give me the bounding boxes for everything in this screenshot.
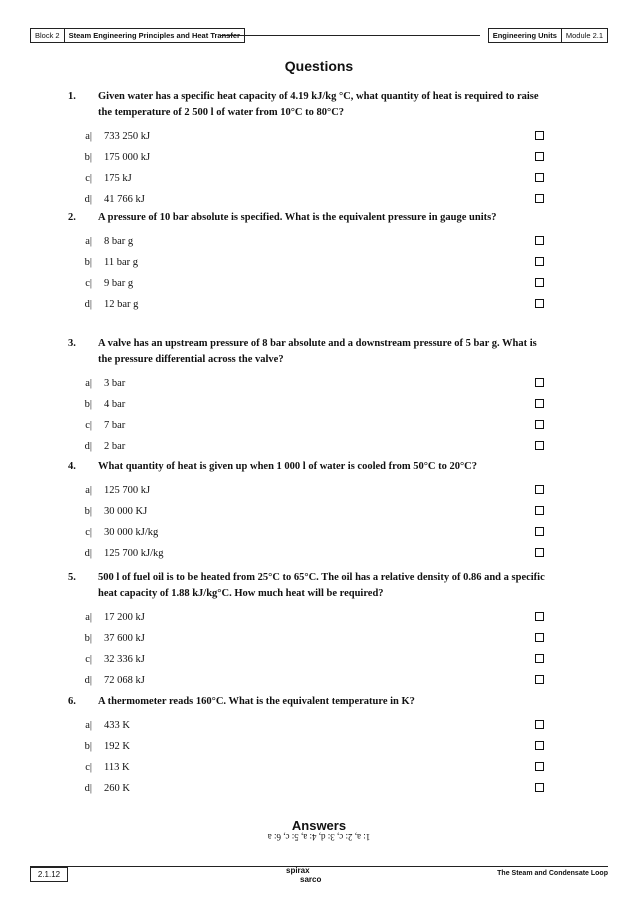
question-number: 4. (68, 461, 76, 472)
question-number: 5. (68, 572, 76, 583)
question-text: What quantity of heat is given up when 1 000 l of water is cooled from 50°C to 20°C? (98, 461, 478, 472)
topic-label: Engineering Units (492, 31, 557, 40)
block-label: Block 2 (35, 31, 60, 40)
question-2 (68, 210, 548, 315)
option-b[interactable]: b| 37 600 kJ (68, 628, 548, 649)
question-6 (68, 694, 548, 799)
option-d[interactable]: d| 260 K (68, 778, 548, 799)
checkbox-icon[interactable] (535, 278, 544, 287)
checkbox-icon[interactable] (535, 506, 544, 515)
option-c[interactable]: c| 7 bar (68, 415, 548, 436)
checkbox-icon[interactable] (535, 173, 544, 182)
option-c[interactable]: c| 9 bar g (68, 273, 548, 294)
question-number: 1. (68, 91, 76, 102)
checkbox-icon[interactable] (535, 378, 544, 387)
header-left-box (30, 28, 245, 43)
option-a[interactable]: a| 3 bar (68, 373, 548, 394)
option-c[interactable]: c| 30 000 kJ/kg (68, 522, 548, 543)
option-a[interactable]: a| 733 250 kJ (68, 126, 548, 147)
module-label: Module 2.1 (561, 29, 607, 42)
question-3 (68, 336, 548, 457)
page-title: Questions (284, 58, 354, 74)
checkbox-icon[interactable] (535, 441, 544, 450)
header-right-box (488, 28, 608, 43)
option-b[interactable]: b| 192 K (68, 736, 548, 757)
checkbox-icon[interactable] (535, 399, 544, 408)
question-text: Given water has a specific heat capacity of 4.19 kJ/kg °C, what quantity of heat is required to raise the temperature of 2 500 l of water from 10°C to 80°C? (98, 91, 539, 118)
footer-title: The Steam and Condensate Loop (497, 870, 608, 877)
question-1 (68, 89, 548, 210)
page-header (30, 28, 608, 42)
answers-key-inverted: 1: a, 2: c, 3: d, 4: a, 5: c, 6: a (267, 832, 371, 842)
checkbox-icon[interactable] (535, 131, 544, 140)
question-text: A thermometer reads 160°C. What is the equivalent temperature in K? (98, 696, 415, 707)
checkbox-icon[interactable] (535, 485, 544, 494)
checkbox-icon[interactable] (535, 720, 544, 729)
checkbox-icon[interactable] (535, 257, 544, 266)
option-a[interactable]: a| 8 bar g (68, 231, 548, 252)
question-5 (68, 570, 548, 691)
option-c[interactable]: c| 32 336 kJ (68, 649, 548, 670)
option-d[interactable]: d| 2 bar (68, 436, 548, 457)
option-c[interactable]: c| 113 K (68, 757, 548, 778)
checkbox-icon[interactable] (535, 675, 544, 684)
question-text: 500 l of fuel oil is to be heated from 25°C to 65°C. The oil has a relative density of 0.86 and a specific heat capacity of 1.88 kJ/kg°C. How much heat will be required? (98, 572, 545, 599)
header-rule (220, 35, 480, 36)
option-a[interactable]: a| 125 700 kJ (68, 480, 548, 501)
option-a[interactable]: a| 433 K (68, 715, 548, 736)
checkbox-icon[interactable] (535, 236, 544, 245)
option-b[interactable]: b| 30 000 KJ (68, 501, 548, 522)
option-c[interactable]: c| 175 kJ (68, 168, 548, 189)
checkbox-icon[interactable] (535, 194, 544, 203)
checkbox-icon[interactable] (535, 420, 544, 429)
question-text: A pressure of 10 bar absolute is specified. What is the equivalent pressure in gauge units? (98, 212, 497, 223)
question-number: 2. (68, 212, 76, 223)
answers-title: Answers (291, 818, 347, 833)
option-b[interactable]: b| 175 000 kJ (68, 147, 548, 168)
section-label: Steam Engineering Principles and Heat Transfer (64, 29, 244, 42)
option-d[interactable]: d| 12 bar g (68, 294, 548, 315)
checkbox-icon[interactable] (535, 152, 544, 161)
question-4 (68, 459, 548, 564)
checkbox-icon[interactable] (535, 612, 544, 621)
checkbox-icon[interactable] (535, 527, 544, 536)
question-number: 3. (68, 338, 76, 349)
option-a[interactable]: a| 17 200 kJ (68, 607, 548, 628)
option-b[interactable]: b| 4 bar (68, 394, 548, 415)
option-d[interactable]: d| 125 700 kJ/kg (68, 543, 548, 564)
spirax-sarco-logo: spirax sarco (286, 866, 322, 884)
checkbox-icon[interactable] (535, 548, 544, 557)
checkbox-icon[interactable] (535, 654, 544, 663)
option-b[interactable]: b| 11 bar g (68, 252, 548, 273)
option-d[interactable]: d| 41 766 kJ (68, 189, 548, 210)
question-number: 6. (68, 696, 76, 707)
question-text: A valve has an upstream pressure of 8 bar absolute and a downstream pressure of 5 bar g. What is the pressure differential across the valve? (98, 338, 537, 365)
checkbox-icon[interactable] (535, 783, 544, 792)
checkbox-icon[interactable] (535, 299, 544, 308)
checkbox-icon[interactable] (535, 762, 544, 771)
page-number: 2.1.12 (30, 867, 68, 882)
checkbox-icon[interactable] (535, 741, 544, 750)
option-d[interactable]: d| 72 068 kJ (68, 670, 548, 691)
checkbox-icon[interactable] (535, 633, 544, 642)
